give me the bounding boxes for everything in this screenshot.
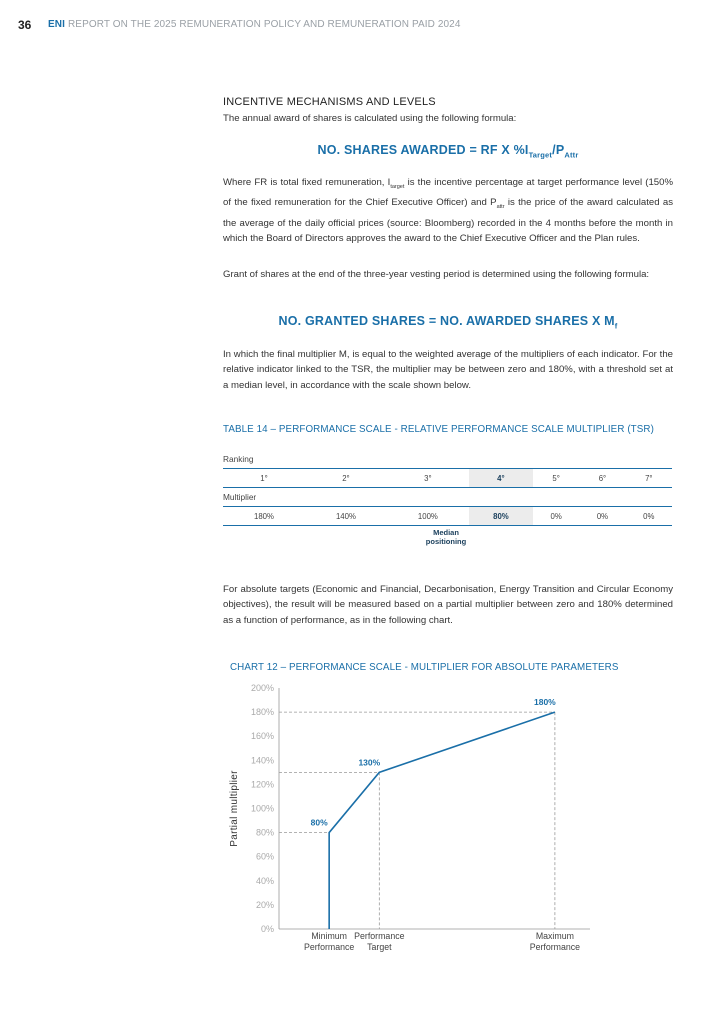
y-tick-label: 80% [255,827,274,838]
granted-shares-formula [223,314,673,331]
y-tick-label: 100% [250,803,274,814]
performance-scale-table [223,450,672,526]
definition-text-2: is the incentive percentage at target performance level (150% of the fixed remuneration for the Chief Executive Officer) and P [223,177,673,209]
y-tick-label: 40% [255,875,274,886]
formula2-subscript: f [614,321,618,331]
ranking-cell: 2° [305,469,387,488]
brand-label: ENI [48,19,65,30]
formula-subscript-target: Target [528,150,553,160]
multiplier-cell: 100% [387,507,469,526]
definition-text-1: Where FR is total fixed remuneration, I [223,177,391,188]
multiplier-cell: 140% [305,507,387,526]
formula-mid: /P [552,143,565,157]
multiplier-paragraph: In which the final multiplier M, is equal to the weighted average of the multipliers of each indicator. For the relative indicator linked to the TSR, the multiplier may be between zero and 180%, with a threshold set at a median level, in accordance with the scale shown below. [223,349,673,391]
multiplier-cell: 180% [223,507,305,526]
ranking-row [223,469,672,488]
report-title: REPORT ON THE 2025 REMUNERATION POLICY AND REMUNERATION PAID 2024 [67,19,461,30]
x-category-label: Performance [303,942,355,952]
multiplier-row [223,507,672,526]
chart-title: CHART 12 – PERFORMANCE SCALE - MULTIPLIER FOR ABSOLUTE PARAMETERS [230,662,619,673]
multiplier-cell: 80% [469,507,533,526]
definition-text-3: is the price of the award calculated as the average of the daily official prices (source: Bloomberg) recorded in the 4 months before the month in which the Board of Directors approves the award to the Chief Executive Officer and the Plan rules. [223,197,673,245]
multiplier-cell: 0% [626,507,672,526]
grant-paragraph: Grant of shares at the end of the three-year vesting period is determined using the following formula: [223,269,650,280]
multiplier-cell: 0% [533,507,579,526]
y-tick-label: 200% [250,683,274,693]
page-number: 36 [18,18,32,32]
ranking-label: Ranking [223,454,254,464]
data-label: 180% [534,697,556,708]
median-positioning-label: Median positioning [425,528,467,546]
ranking-cell: 1° [223,469,305,488]
section-title: INCENTIVE MECHANISMS AND LEVELS [223,96,436,108]
formula2-lead: NO. GRANTED SHARES = NO. AWARDED SHARES X M [278,314,615,328]
absolute-targets-paragraph: For absolute targets (Economic and Financial, Decarbonisation, Energy Transition and Circular Economy objectives), the result will be measured based on a partial multiplier between zero and 180% determined as a function of performance, as in the following chart. [223,584,673,626]
definition-paragraph [223,175,673,246]
running-header [48,19,461,30]
table-title: TABLE 14 – PERFORMANCE SCALE - RELATIVE PERFORMANCE SCALE MULTIPLIER (TSR) [223,424,654,435]
multiplier-chart [220,675,600,965]
x-category-label: Minimum [311,931,348,941]
y-tick-label: 160% [250,731,274,742]
ranking-cell: 4° [469,469,533,488]
y-tick-label: 20% [255,899,274,910]
multiplier-line [329,712,555,929]
y-tick-label: 60% [255,851,274,862]
formula-lead: NO. SHARES AWARDED = RF X %I [317,143,529,157]
shares-awarded-formula [223,143,673,160]
y-axis-label: Partial multiplier [229,770,240,847]
y-tick-label: 180% [250,707,274,718]
definition-subscript-target: target [390,183,405,190]
data-label: 80% [310,817,328,828]
y-tick-label: 140% [250,755,274,766]
data-label: 130% [358,757,381,768]
definition-subscript-attr: attr [496,204,505,211]
x-category-label: Performance [529,942,581,952]
multiplier-label: Multiplier [223,492,257,502]
formula-subscript-attr: Attr [564,150,579,160]
x-category-label: Performance [354,931,405,941]
x-category-label: Target [367,942,392,952]
ranking-cell: 6° [579,469,625,488]
y-tick-label: 120% [250,779,274,790]
x-category-label: Maximum [535,931,574,941]
ranking-cell: 7° [626,469,672,488]
intro-paragraph: The annual award of shares is calculated using the following formula: [223,113,517,124]
ranking-cell: 5° [533,469,579,488]
y-tick-label: 0% [260,924,274,934]
multiplier-cell: 0% [579,507,625,526]
ranking-cell: 3° [387,469,469,488]
